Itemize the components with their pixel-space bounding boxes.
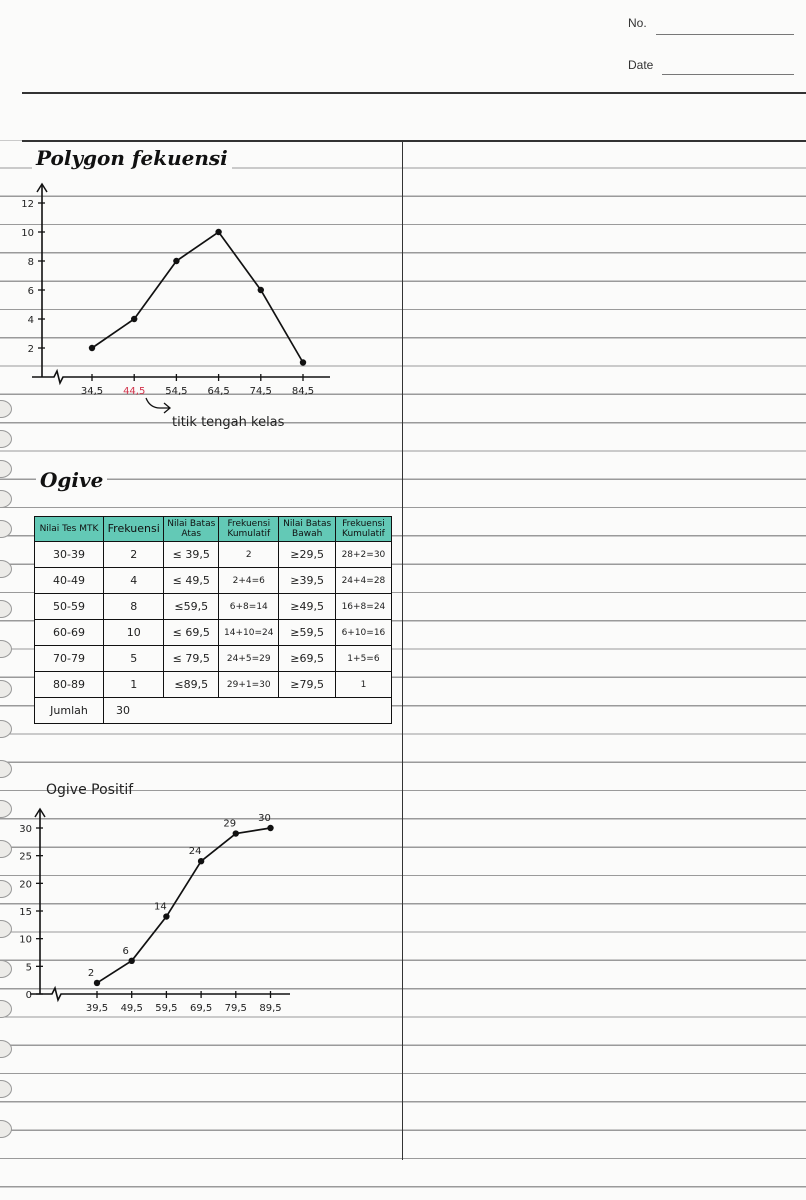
ogive-data-point: [129, 958, 135, 964]
polygon-y-tick-label: 2: [27, 344, 34, 355]
ogive-data-point: [163, 913, 169, 919]
col-header-kumulatif-lebih: Frekuensi Kumulatif: [335, 517, 391, 542]
ogive-title: Ogive Positif: [46, 782, 134, 798]
polygon-y-tick-label: 6: [27, 286, 34, 297]
cell-kumulatif-lebih: 24+4=28: [335, 568, 391, 594]
cell-batas-atas: ≤ 49,5: [164, 568, 219, 594]
cell-batas-bawah: ≥49,5: [279, 594, 335, 620]
polygon-y-tick-label: 12: [21, 199, 34, 210]
cell-frekuensi: 4: [103, 568, 163, 594]
ogive-data-label: 14: [154, 901, 167, 913]
ogive-y-tick-label: 30: [19, 824, 32, 835]
ogive-y-tick-label: 20: [19, 879, 32, 891]
cell-frekuensi: 8: [103, 594, 163, 620]
polygon-title: Polygon fekuensi: [32, 146, 232, 170]
table-row: [35, 542, 392, 568]
cell-kumulatif-kurang: 6+8=14: [219, 594, 279, 620]
total-label: Jumlah: [35, 698, 104, 724]
ogive-data-point: [94, 980, 100, 986]
polygon-x-tick-label: 54,5: [165, 386, 188, 397]
cell-kumulatif-kurang: 14+10=24: [219, 620, 279, 646]
cell-frekuensi: 5: [103, 646, 163, 672]
ogive-x-tick-label: 59,5: [155, 1003, 178, 1014]
ogive-y-tick-label: 5: [25, 962, 32, 974]
cell-kumulatif-kurang: 24+5=29: [219, 646, 279, 672]
polygon-x-tick-label: 74,5: [249, 386, 272, 397]
cell-batas-bawah: ≥39,5: [279, 568, 335, 594]
cell-batas-atas: ≤ 69,5: [164, 620, 219, 646]
polygon-x-tick-label: 44,5: [123, 386, 146, 397]
cell-kumulatif-kurang: 29+1=30: [219, 672, 279, 698]
polygon-data-point: [131, 316, 137, 322]
ogive-y-tick-label: 10: [19, 934, 32, 946]
table-row: [35, 620, 392, 646]
cell-batas-atas: ≤89,5: [164, 672, 219, 698]
cell-kumulatif-lebih: 1: [335, 672, 391, 698]
ogive-data-label: 6: [122, 945, 129, 957]
ogive-x-tick-label: 49,5: [120, 1003, 143, 1014]
ogive-y-tick-label: 0: [25, 990, 32, 1001]
ogive-x-tick-label: 79,5: [224, 1003, 247, 1014]
polygon-data-point: [258, 287, 264, 293]
cell-nilai: 60-69: [35, 620, 104, 646]
ogive-data-point: [198, 858, 204, 864]
polygon-data-point: [300, 359, 306, 365]
cell-kumulatif-lebih: 1+5=6: [335, 646, 391, 672]
ogive-x-tick-label: 69,5: [189, 1003, 213, 1014]
ogive-y-tick-label: 25: [19, 851, 32, 863]
cell-nilai: 40-49: [35, 568, 104, 594]
table-row: [35, 646, 392, 672]
ogive-data-point: [267, 825, 273, 831]
cell-batas-atas: ≤59,5: [164, 594, 219, 620]
cell-frekuensi: 10: [103, 620, 163, 646]
polygon-y-tick-label: 4: [27, 315, 34, 326]
ogive-x-tick-label: 89,5: [259, 1003, 282, 1014]
cell-frekuensi: 1: [103, 672, 163, 698]
ogive-title: Ogive: [36, 468, 107, 492]
polygon-xlabel-arrow-icon: [146, 398, 170, 413]
col-header-batas-bawah: Nilai Batas Bawah: [279, 517, 335, 542]
polygon-x-tick-label: 84,5: [291, 386, 315, 397]
table-row: [35, 568, 392, 594]
total-value: 30: [103, 698, 391, 724]
cell-kumulatif-lebih: 6+10=16: [335, 620, 391, 646]
cell-kumulatif-kurang: 2: [219, 542, 279, 568]
cell-frekuensi: 2: [103, 542, 163, 568]
no-label: No.: [628, 16, 647, 30]
polygon-x-tick-label: 64,5: [207, 386, 230, 397]
polygon-x-tick-label: 34,5: [80, 386, 104, 397]
polygon-series-line: [92, 232, 303, 363]
polygon-data-point: [89, 345, 95, 351]
ogive-y-tick-label: 15: [19, 907, 32, 918]
date-label: Date: [628, 58, 654, 72]
cell-batas-bawah: ≥69,5: [279, 646, 335, 672]
cell-kumulatif-lebih: 16+8=24: [335, 594, 391, 620]
cell-kumulatif-kurang: 2+4=6: [219, 568, 279, 594]
ogive-series-line: [97, 828, 271, 983]
cell-nilai: 70-79: [35, 646, 104, 672]
cell-kumulatif-lebih: 28+2=30: [335, 542, 391, 568]
cell-nilai: 80-89: [35, 672, 104, 698]
ogive-data-label: 30: [258, 813, 271, 824]
cell-nilai: 50-59: [35, 594, 104, 620]
ogive-x-tick-label: 39,5: [85, 1003, 109, 1014]
col-header-frekuensi: Frekuensi: [103, 517, 163, 542]
polygon-y-tick-label: 10: [21, 228, 34, 239]
polygon-x-axis: [32, 371, 330, 383]
ogive-data-label: 29: [223, 818, 237, 830]
cell-batas-bawah: ≥29,5: [279, 542, 335, 568]
cell-batas-bawah: ≥79,5: [279, 672, 335, 698]
table-row: [35, 594, 392, 620]
col-header-nilai: Nilai Tes MTK: [35, 517, 104, 542]
ogive-data-label: 2: [87, 967, 95, 979]
table-row: [35, 672, 392, 698]
polygon-data-point: [215, 229, 221, 235]
ogive-table: [34, 516, 392, 724]
ogive-data-label: 24: [188, 846, 202, 858]
col-header-batas-atas: Nilai Batas Atas: [164, 517, 219, 542]
polygon-data-point: [173, 258, 179, 264]
cell-nilai: 30-39: [35, 542, 104, 568]
table-header-row: [35, 517, 392, 542]
cell-batas-bawah: ≥59,5: [279, 620, 335, 646]
polygon-x-label: titik tengah kelas: [172, 415, 285, 430]
ogive-data-point: [233, 830, 239, 836]
polygon-y-tick-label: 8: [27, 257, 34, 268]
col-header-kumulatif-kurang: Frekuensi Kumulatif: [219, 517, 279, 542]
ogive-x-axis: [30, 988, 290, 1000]
table-total-row: [35, 698, 392, 724]
cell-batas-atas: ≤ 79,5: [164, 646, 219, 672]
cell-batas-atas: ≤ 39,5: [164, 542, 219, 568]
